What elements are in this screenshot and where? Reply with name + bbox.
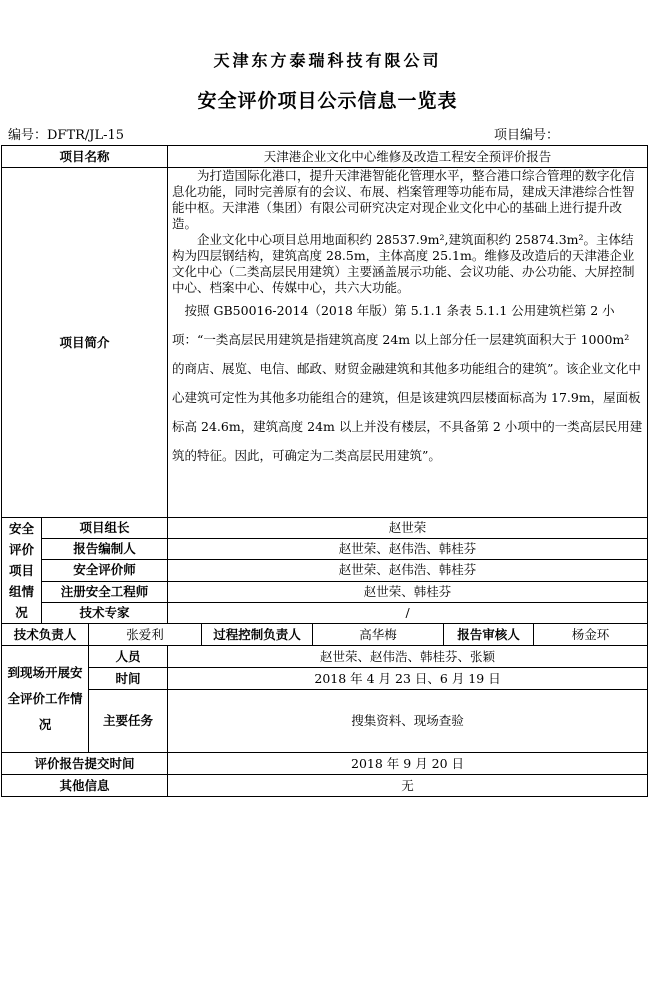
project-intro-label: 项目简介 — [2, 168, 168, 518]
process-lead-label: 过程控制负责人 — [202, 624, 313, 646]
team-role-value: / — [168, 602, 648, 623]
project-number-label: 项目编号： — [494, 128, 560, 143]
submit-time-row — [2, 753, 648, 775]
other-info-label: 其他信息 — [2, 775, 168, 797]
team-row — [2, 560, 648, 581]
reviewer-label: 报告审核人 — [444, 624, 534, 646]
team-row — [2, 539, 648, 560]
site-work-label — [2, 646, 89, 753]
responsible-row — [2, 624, 648, 646]
reviewer-value: 杨金环 — [534, 624, 648, 646]
project-name-row — [2, 146, 648, 168]
page-title: 安全评价项目公示信息一览表 — [197, 90, 458, 112]
project-intro-row — [2, 168, 648, 518]
intro-paragraph-2: 企业文化中心项目总用地面积约 28537.9m²,建筑面积约 25874.3m²。主体结构为四层钢结构，建筑高度 28.5m，主体高度 25.1m。维修及改造后的天津港企业文化中心（二类高层民用建筑）主要涵盖展示功能、会议功能、办公功能、大屏控制中心、档案中心、传媒中心，共六大功能。 — [172, 232, 635, 295]
site-work-label-text: 到现场开展安全评价工作情况 — [7, 665, 83, 732]
project-name-label: 项目名称 — [2, 146, 168, 168]
other-info-value: 无 — [168, 775, 648, 797]
submit-time-label: 评价报告提交时间 — [2, 753, 168, 775]
site-people-value: 赵世荣、赵伟浩、韩桂芬、张颖 — [168, 646, 648, 668]
team-role-label: 注册安全工程师 — [42, 581, 168, 602]
team-role-value: 赵世荣、赵伟浩、韩桂芬 — [168, 560, 648, 581]
team-row — [2, 602, 648, 623]
process-lead-value: 高华梅 — [313, 624, 444, 646]
team-role-label: 技术专家 — [42, 602, 168, 623]
site-people-label: 人员 — [89, 646, 168, 668]
intro-paragraph-1: 为打造国际化港口，提升天津港智能化管理水平，整合港口综合管理的数字化信息化功能，同时完善原有的会议、布展、档案管理等功能布局，建成天津港综合性智能中枢。天津港（集团）有限公司研究决定对现企业文化中心的基础上进行提升改造。 — [172, 168, 635, 231]
project-intro-text — [168, 168, 648, 518]
tech-lead-value: 张爱利 — [89, 624, 202, 646]
team-role-label: 项目组长 — [42, 518, 168, 539]
team-group-label: 安全评价项目组情况 — [2, 518, 42, 624]
other-info-row — [2, 775, 648, 797]
company-name: 天津东方泰瑞科技有限公司 — [213, 51, 442, 70]
team-role-label: 报告编制人 — [42, 539, 168, 560]
site-task-label: 主要任务 — [89, 690, 168, 753]
intro-paragraph-3: 按照 GB50016-2014（2018 年版）第 5.1.1 条表 5.1.1 公用建筑栏第 2 小项：“一类高层民用建筑是指建筑高度 24m 以上部分任一层建筑面积大于 1000m² 的商店、展览、电信、邮政、财贸金融建筑和其他多功能组合的建筑”。该企业文化中心建筑可定性为其他多功能组合的建筑，但是该建筑四层楼面标高为 17.9m，屋面板标高 24.6m，建筑高度 24m 以上并没有楼层，不具备第 2 小项中的一类高层民用建筑的特征。因此，可确定为二类高层民用建筑”。 — [172, 303, 643, 463]
project-name-value: 天津港企业文化中心维修及改造工程安全预评价报告 — [168, 146, 648, 168]
info-table — [1, 145, 648, 797]
site-task-row — [2, 690, 648, 753]
team-role-value: 赵世荣、韩桂芬 — [168, 581, 648, 602]
tech-lead-label: 技术负责人 — [2, 624, 89, 646]
team-row — [2, 581, 648, 602]
team-role-value: 赵世荣、赵伟浩、韩桂芬 — [168, 539, 648, 560]
site-task-value: 搜集资料、现场查验 — [168, 690, 648, 753]
site-people-row — [2, 646, 648, 668]
site-time-label: 时间 — [89, 668, 168, 690]
site-time-value: 2018 年 4 月 23 日、6 月 19 日 — [168, 668, 648, 690]
team-role-value: 赵世荣 — [168, 518, 648, 539]
team-row — [2, 518, 648, 539]
submit-time-value: 2018 年 9 月 20 日 — [168, 753, 648, 775]
document-number: 编号：DFTR/JL-15 — [8, 128, 125, 143]
team-role-label: 安全评价师 — [42, 560, 168, 581]
site-time-row — [2, 668, 648, 690]
